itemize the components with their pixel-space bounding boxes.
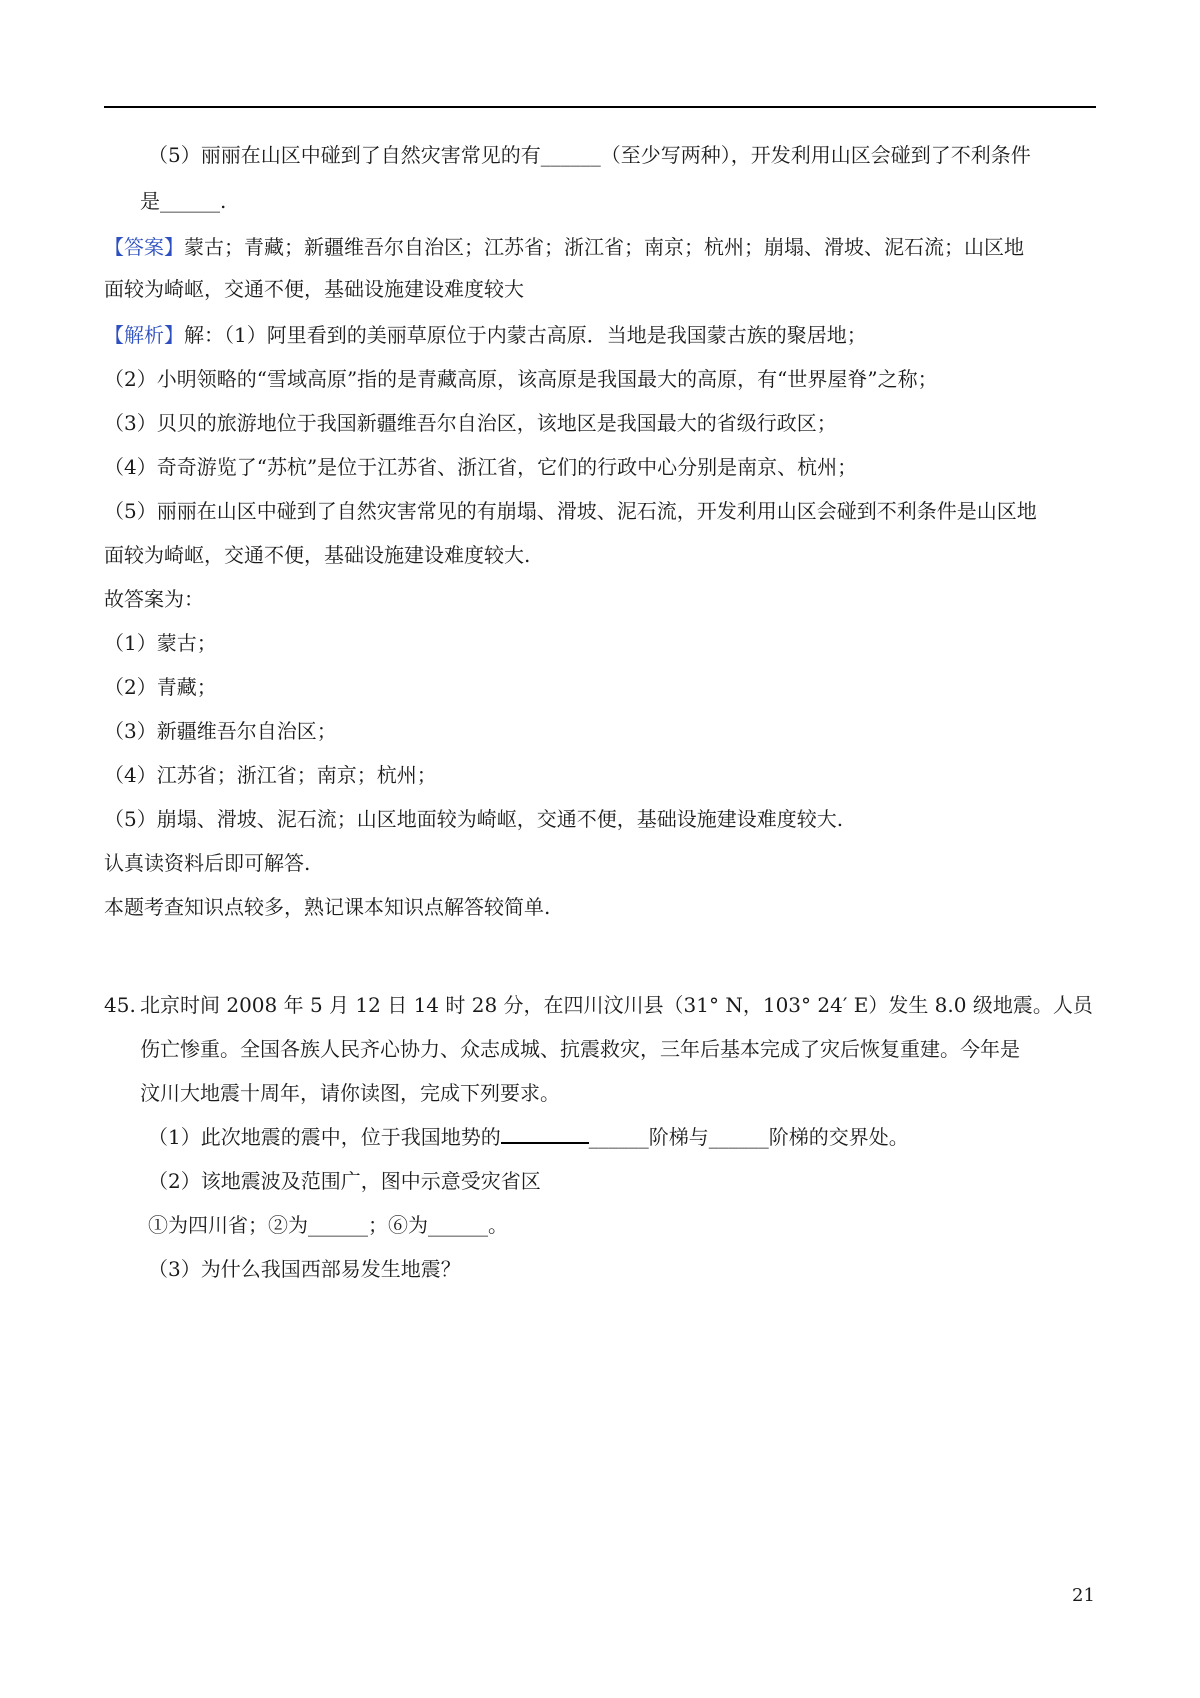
final-answer-2: （2）青藏；: [104, 675, 217, 699]
q45-sub1-text: （1）此次地震的震中，位于我国地势的: [148, 1125, 501, 1149]
q44-part5-line2: [140, 186, 226, 216]
final-answer-1: （1）蒙古；: [104, 631, 217, 655]
q45-line1: 北京时间 2008 年 5 月 12 日 14 时 28 分，在四川汶川县（31° N，103° 24′ E）发生 8.0 级地震。人员: [140, 993, 1093, 1017]
q45-sub2b-text: ；⑥为: [368, 1213, 428, 1237]
header-rule: [104, 106, 1096, 108]
q45-sub1: [148, 1122, 909, 1152]
q44-part5-text: 是: [140, 189, 160, 213]
answer-text: 蒙古；青藏；新疆维吾尔自治区；江苏省；浙江省；南京；杭州；崩塌、滑坡、泥石流；山区地: [184, 235, 1024, 259]
final-note-2: 本题考查知识点较多，熟记课本知识点解答较简单.: [104, 895, 551, 919]
answer-tag: 【答案】: [104, 235, 184, 259]
q44-part5-line1: [148, 140, 1031, 170]
q44-part5-text: .: [220, 189, 227, 213]
final-intro: 故答案为：: [104, 587, 204, 611]
analysis-line4: （4）奇奇游览了“苏杭”是位于江苏省、浙江省，它们的行政中心分别是南京、杭州；: [104, 455, 858, 479]
answer-line2: 面较为崎岖，交通不便，基础设施建设难度较大: [104, 277, 524, 301]
q45-sub2b-text: ①为四川省；②为: [148, 1213, 308, 1237]
final-note-1: 认真读资料后即可解答.: [104, 851, 311, 875]
analysis-tag: 【解析】: [104, 323, 184, 347]
answer-blank: ______: [708, 1125, 769, 1149]
q45-line2: 伤亡惨重。全国各族人民齐心协力、众志成城、抗震救灾，三年后基本完成了灾后恢复重建。今年是: [140, 1037, 1020, 1061]
answer-blank: ______: [588, 1125, 649, 1149]
q45-sub1-text: 阶梯与: [648, 1125, 709, 1149]
final-answer-4: （4）江苏省；浙江省；南京；杭州；: [104, 763, 437, 787]
final-answer-3: （3）新疆维吾尔自治区；: [104, 719, 337, 743]
answer-blank: ______: [540, 143, 601, 167]
q44-part5-text: （至少写两种），开发利用山区会碰到了不利条件: [600, 143, 1031, 167]
q45-sub2b: [148, 1210, 508, 1240]
analysis-line3: （3）贝贝的旅游地位于我国新疆维吾尔自治区，该地区是我国最大的省级行政区；: [104, 411, 837, 435]
page-number: 21: [1072, 1585, 1095, 1606]
analysis-line5: （5）丽丽在山区中碰到了自然灾害常见的有崩塌、滑坡、泥石流，开发利用山区会碰到不利条件是山区地: [104, 499, 1037, 523]
analysis-line1: [104, 320, 867, 350]
q45-number: 45.: [104, 993, 136, 1017]
q45-sub1-text: 阶梯的交界处。: [768, 1125, 909, 1149]
answer-blank: ______: [308, 1213, 368, 1237]
analysis-line2: （2）小明领略的“雪域高原”指的是青藏高原，该高原是我国最大的高原，有“世界屋脊”之称；: [104, 367, 938, 391]
answer-line1: [104, 232, 1024, 262]
answer-blank-bold: [501, 1142, 589, 1144]
q45-sub2: （2）该地震波及范围广，图中示意受灾省区: [148, 1169, 541, 1193]
q45-sub2b-text: 。: [488, 1213, 508, 1237]
q45-line3: 汶川大地震十周年，请你读图，完成下列要求。: [140, 1081, 560, 1105]
final-answer-5: （5）崩塌、滑坡、泥石流；山区地面较为崎岖，交通不便，基础设施建设难度较大.: [104, 807, 844, 831]
answer-blank: ______: [428, 1213, 488, 1237]
answer-blank: ______: [160, 189, 220, 213]
analysis-line6: 面较为崎岖，交通不便，基础设施建设难度较大.: [104, 543, 531, 567]
q44-part5-text: （5）丽丽在山区中碰到了自然灾害常见的有: [148, 143, 541, 167]
analysis-text: 解：（1）阿里看到的美丽草原位于内蒙古高原．当地是我国蒙古族的聚居地；: [184, 323, 867, 347]
q45-sub3: （3）为什么我国西部易发生地震？: [148, 1257, 461, 1281]
